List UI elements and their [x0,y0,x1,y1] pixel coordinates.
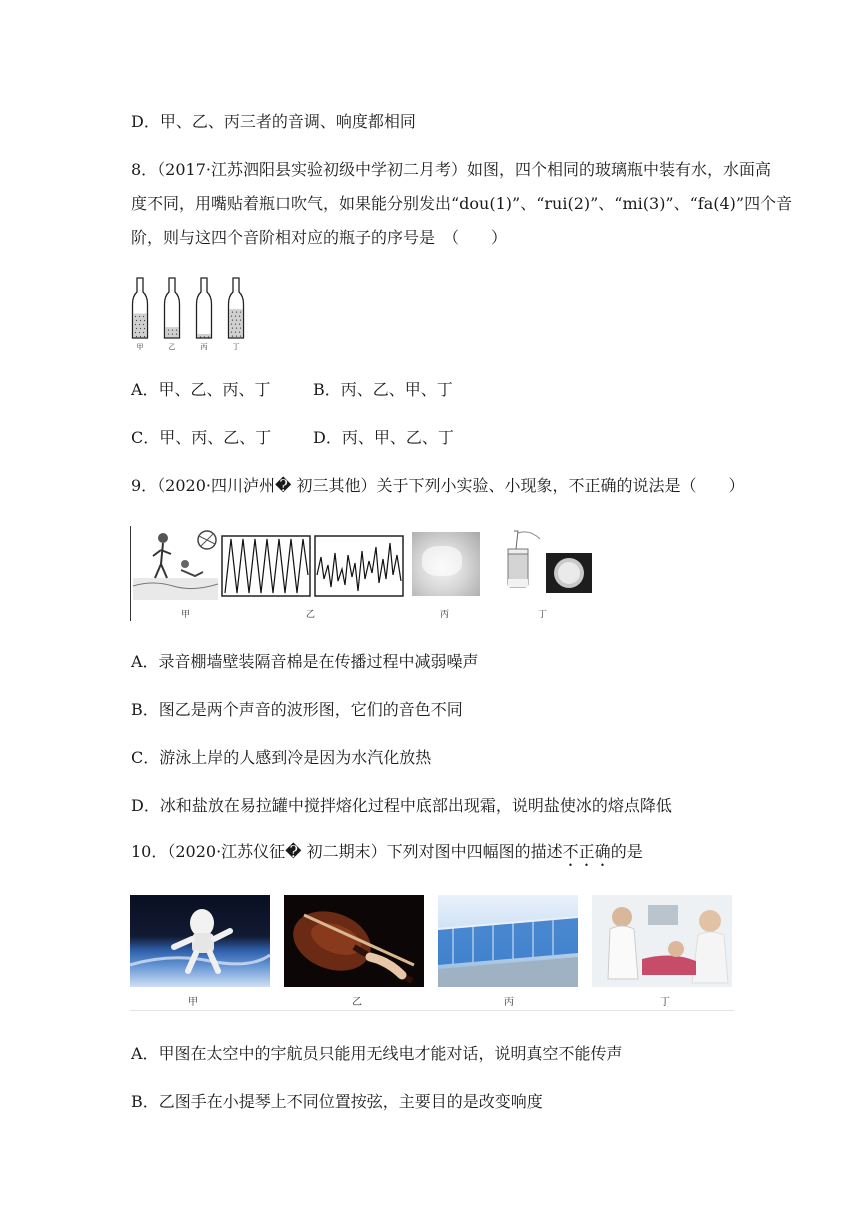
q9-label-jia: 甲 [181,610,191,620]
bottle-jia [133,278,148,351]
q9-option-b: B．图乙是两个声音的波形图，它们的音色不同 [131,700,463,719]
bottle-label-bing: 丙 [200,343,208,351]
q10-astronaut-image [130,895,270,987]
bottle-water-jia [134,314,147,338]
q10-stem [131,842,643,870]
q8-option-d: D．丙、甲、乙、丁 [313,428,454,447]
q10-violin-image [284,895,424,987]
q9-label-ding: 丁 [538,610,548,620]
q7-option-d: D．甲、乙、丙三者的音调、响度都相同 [131,112,416,131]
bottle-bing [197,278,212,351]
q8-option-b: B．丙、乙、甲、丁 [313,380,453,399]
bottle-yi [165,278,180,351]
q9-frost-image [412,532,480,596]
bottle-label-jia: 甲 [136,343,144,351]
bottle-outline-bing [197,278,212,338]
q9-label-bing: 丙 [440,610,450,620]
bottle-label-ding: 丁 [232,343,240,351]
q8-stem-line-3: 阶，则与这四个音阶相对应的瓶子的序号是 （ ） [131,228,508,247]
q10-stem-emphasis: 不正确 [562,842,611,861]
q9-option-a: A．录音棚墙壁装隔音棉是在传播过程中减弱噪声 [131,652,479,671]
q8-option-a: A．甲、乙、丙、丁 [131,380,271,399]
q10-label-yi: 乙 [352,997,362,1008]
q8-bottles-figure [128,276,253,352]
bottle-ding [229,278,244,351]
q10-stem-prefix: 10．（2020·江苏仪征� 初二期末）下列对图中四幅图的描述 [131,842,563,861]
q9-option-c: C．游泳上岸的人感到冷是因为水汽化放热 [131,748,432,767]
q10-figure [130,893,734,1011]
bottle-label-yi: 乙 [168,343,176,351]
q9-swimmer-image [133,526,218,602]
q9-figure [128,523,598,623]
q10-option-a: A．甲图在太空中的宇航员只能用无线电才能对话，说明真空不能传声 [131,1044,623,1063]
q9-label-yi: 乙 [306,610,316,620]
q10-label-ding: 丁 [660,997,670,1008]
q8-stem-line-1: 8．（2017·江苏泗阳县实验初级中学初二月考）如图，四个相同的玻璃瓶中装有水，水面高 [131,160,771,179]
q10-sound-barrier-image [438,895,578,987]
q9-can-image [500,527,594,597]
q10-label-jia: 甲 [188,997,198,1008]
q9-waveform-image [221,535,407,597]
q10-label-bing: 丙 [504,997,514,1008]
q9-stem: 9．（2020·四川泸州� 初三其他）关于下列小实验、小现象，不正确的说法是（ ） [131,476,745,495]
q10-option-b: B．乙图手在小提琴上不同位置按弦，主要目的是改变响度 [131,1092,543,1111]
bottle-water-yi [166,327,179,338]
q9-option-d: D．冰和盐放在易拉罐中搅拌熔化过程中底部出现霜，说明盐使冰的熔点降低 [131,796,672,815]
q8-option-c: C．甲、丙、乙、丁 [131,428,272,447]
q10-stem-suffix: 的是 [610,842,643,861]
q10-ultrasound-image [592,895,732,987]
q8-stem-line-2: 度不同，用嘴贴着瓶口吹气，如果能分别发出“dou(1)”、“rui(2)”、“mi(3)”、“fa(4)”四个音 [131,194,793,213]
